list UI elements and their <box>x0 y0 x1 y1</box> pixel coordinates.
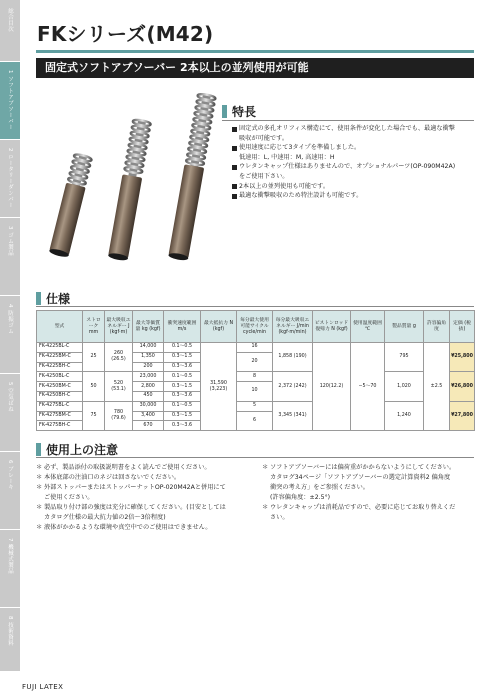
note-item <box>36 483 262 503</box>
spec-header-cell: 型式 <box>37 311 83 343</box>
side-tab[interactable] <box>0 62 20 140</box>
spec-mass-cell: 23,000 <box>133 372 164 382</box>
note-line: 衝突の考え方」をご参照ください。 <box>270 484 369 491</box>
spec-mass-cell: 14,000 <box>133 343 164 353</box>
note-line: 液体がかかるような環境や真空中でのご使用はできません。 <box>44 524 212 531</box>
spec-header-cell: 毎分最大使用可能サイクル cycle/min <box>237 311 273 343</box>
feature-line: 最適な衝撃吸収のため特注設計も可能です。 <box>239 192 363 200</box>
spec-price-cell: ¥26,800 <box>450 372 475 401</box>
bullet-square-icon <box>232 146 237 151</box>
spec-mass-cell: 30,000 <box>133 401 164 411</box>
side-tab-label: 1 ソフトアブソーバー <box>7 70 13 131</box>
note-item <box>36 473 262 483</box>
spec-speed-cell: 0.3〜3.6 <box>164 421 201 431</box>
feature-line: 固定式の多孔オリフィス構造にて、使用条件が変化した場合でも、最適な衝撃 <box>239 125 455 132</box>
spec-cycle-cell: 5 <box>237 401 273 411</box>
spec-model-cell: FK-4250BH-C <box>37 391 83 401</box>
spec-stroke-cell: 75 <box>83 401 105 430</box>
note-line: (許容偏角度：±2.5°) <box>270 494 331 501</box>
side-tab[interactable] <box>0 296 20 374</box>
spec-header-row <box>37 311 475 343</box>
heading-mark <box>36 443 41 456</box>
spec-model-cell: FK-4275BL-C <box>37 401 83 411</box>
note-line: ご使用ください。 <box>44 494 94 501</box>
notes-right-list <box>262 463 476 523</box>
spec-energy-cell: 260 (26.5) <box>105 343 133 372</box>
spec-cycle-energy-cell: 2,372 (242) <box>273 372 313 401</box>
spec-mass-cell: 1,350 <box>133 352 164 362</box>
page-subtitle: 固定式ソフトアブソーバー 2本以上の並列使用が可能 <box>36 58 474 78</box>
notes-heading <box>36 441 118 458</box>
feature-line: 使用速度に応じて3タイプを準備しました。 <box>239 144 361 152</box>
spec-cycle-energy-cell: 1,858 (190) <box>273 343 313 372</box>
note-line: ソフトアブソーバーには偏荷重がかからないようにしてください。 <box>270 464 456 471</box>
spec-table <box>36 310 475 431</box>
page-title: FKシリーズ(M42) <box>37 22 214 46</box>
spec-energy-cell: 780 (79.6) <box>105 401 133 430</box>
notes-heading-text: 使用上の注意 <box>46 443 119 457</box>
spec-header-cell: 最大等価質量 kg (kgf) <box>133 311 164 343</box>
spec-mass-cell: 200 <box>133 362 164 372</box>
spec-temp-cell: −5〜70 <box>351 343 385 431</box>
side-tab[interactable] <box>0 530 20 608</box>
spec-stroke-cell: 25 <box>83 343 105 372</box>
side-tab[interactable] <box>0 218 20 296</box>
spec-header-cell: 毎分最大吸収エネルギー J/min (kgf·m/min) <box>273 311 313 343</box>
feature-line: 吸収が可能です。 <box>239 134 289 142</box>
note-line: カタログ仕様の最大抗力値の2倍〜3倍程度) <box>44 514 166 521</box>
feature-item <box>232 124 482 143</box>
spec-speed-cell: 0.1〜0.5 <box>164 401 201 411</box>
side-tab[interactable] <box>0 452 20 530</box>
features-heading <box>222 103 256 120</box>
specs-heading-text: 仕様 <box>46 292 71 306</box>
spec-header-cell: 定価 (税抜) <box>450 311 475 343</box>
spec-speed-cell: 0.3〜1.5 <box>164 411 201 421</box>
spec-energy-cell: 520 (53.1) <box>105 372 133 401</box>
spec-mass-cell: 2,800 <box>133 382 164 392</box>
spec-model-cell: FK-4250BL-C <box>37 372 83 382</box>
spec-return-force-cell: 120(12.2) <box>313 343 351 431</box>
spec-cycle-cell: 20 <box>237 352 273 372</box>
side-tab-label: 総合目次 <box>7 8 13 32</box>
specs-rule <box>36 306 474 307</box>
feature-item <box>232 191 482 201</box>
note-item <box>36 503 262 523</box>
spec-speed-cell: 0.1〜0.5 <box>164 343 201 353</box>
feature-line: 2本以上の並列使用も可能です。 <box>239 182 330 190</box>
note-line: ウレタンキャップは消耗品ですので、必要に応じてお取り替えくだ <box>270 504 456 511</box>
side-tab-label: 7 機械式製品 <box>7 538 13 575</box>
bullet-square-icon <box>232 184 237 189</box>
spec-weight-cell: 795 <box>385 343 424 372</box>
spec-weight-cell: 1,240 <box>385 401 424 430</box>
bullet-square-icon <box>232 194 237 199</box>
spec-header-cell: ピストンロッド復帰力 N (kgf) <box>313 311 351 343</box>
spec-model-cell: FK-4225BH-C <box>37 362 83 372</box>
spec-price-cell: ¥25,800 <box>450 343 475 372</box>
note-line: 外部ストッパーまたはストッパーナットOP-020M42Aと併用にて <box>44 484 226 491</box>
spec-model-cell: FK-4225BM-C <box>37 352 83 362</box>
asterisk-icon: ＊ <box>262 464 269 471</box>
spec-mass-cell: 450 <box>133 391 164 401</box>
spec-cycle-cell: 10 <box>237 382 273 402</box>
side-tab-label: 3 ゴム製品 <box>7 226 13 257</box>
spec-cycle-cell: 6 <box>237 411 273 431</box>
spec-mass-cell: 3,400 <box>133 411 164 421</box>
spec-header-cell: 製品質量 g <box>385 311 424 343</box>
side-tab-label: 2 ロータリーダンパー <box>7 148 13 209</box>
feature-item <box>232 162 482 181</box>
footer-brand: FUJI LATEX <box>22 683 64 691</box>
features-heading-text: 特長 <box>232 105 257 119</box>
note-line: カタログ34ページ「ソフトアブソーバーの選定計算資料2 偏角度 <box>270 474 451 481</box>
feature-item <box>232 143 482 162</box>
product-image <box>36 90 236 275</box>
asterisk-icon: ＊ <box>36 504 43 511</box>
spec-max-force-cell: 31,590 (3,223) <box>201 343 237 431</box>
asterisk-icon: ＊ <box>36 524 43 531</box>
feature-item <box>232 182 482 192</box>
spec-cycle-cell: 16 <box>237 343 273 353</box>
asterisk-icon: ＊ <box>262 504 269 511</box>
spec-model-cell: FK-4275BM-C <box>37 411 83 421</box>
side-tab[interactable] <box>0 0 20 62</box>
feature-line: 低速用：L, 中速用：M, 高速用：H <box>239 153 335 161</box>
side-tab-label: 4 防振ゴム <box>7 304 13 335</box>
spec-row <box>37 401 475 411</box>
note-line: 必ず、製品添付の取扱説明書をよく読んでご使用ください。 <box>44 464 211 471</box>
bullet-square-icon <box>232 165 237 170</box>
side-tab[interactable] <box>0 608 20 672</box>
asterisk-icon: ＊ <box>36 484 43 491</box>
side-tab[interactable] <box>0 374 20 452</box>
spec-model-cell: FK-4275BH-C <box>37 421 83 431</box>
side-tab-strip <box>0 0 20 672</box>
side-tab-label: 5 空気ばね <box>7 382 13 413</box>
note-line: さい。 <box>270 514 289 521</box>
spec-stroke-cell: 50 <box>83 372 105 401</box>
note-line: 製品取り付け部の強度は充分に確保してください。(目安としては <box>44 504 226 511</box>
asterisk-icon: ＊ <box>36 474 43 481</box>
heading-mark <box>36 292 41 305</box>
feature-line: をご使用下さい。 <box>239 172 289 180</box>
note-item <box>262 503 476 523</box>
spec-speed-cell: 0.3〜1.5 <box>164 352 201 362</box>
spec-header-cell: 最大抵抗力 N (kgf) <box>201 311 237 343</box>
feature-line: ウレタンキャップ仕様はありませんので、オプショナルパーツ(OP-090M42A) <box>239 163 456 171</box>
notes-rule <box>36 457 474 458</box>
spec-header-cell: 最大吸収エネルギー J (kgf·m) <box>105 311 133 343</box>
spec-header-cell: ストローク mm <box>83 311 105 343</box>
heading-mark <box>222 105 227 118</box>
spec-model-cell: FK-4250BM-C <box>37 382 83 392</box>
spec-mass-cell: 670 <box>133 421 164 431</box>
title-underline <box>36 50 474 53</box>
features-list <box>232 124 482 201</box>
spec-model-cell: FK-4225BL-C <box>37 343 83 353</box>
note-item <box>262 463 476 503</box>
asterisk-icon: ＊ <box>36 464 43 471</box>
bullet-square-icon <box>232 127 237 132</box>
spec-cycle-energy-cell: 3,345 (341) <box>273 401 313 430</box>
spec-speed-cell: 0.3〜3.6 <box>164 362 201 372</box>
side-tab[interactable] <box>0 140 20 218</box>
spec-row <box>37 343 475 353</box>
spec-angle-cell: ±2.5 <box>424 343 450 431</box>
spec-header-cell: 衝突速度範囲 m/s <box>164 311 201 343</box>
spec-header-cell: 許容偏角度 <box>424 311 450 343</box>
features-rule <box>222 120 474 121</box>
spec-row <box>37 372 475 382</box>
note-item <box>36 463 262 473</box>
spec-cycle-cell: 8 <box>237 372 273 382</box>
side-tab-label: 6 ブレーキ <box>7 460 13 491</box>
spec-price-cell: ¥27,800 <box>450 401 475 430</box>
specs-heading <box>36 290 70 307</box>
spec-speed-cell: 0.3〜1.5 <box>164 382 201 392</box>
spec-weight-cell: 1,020 <box>385 372 424 401</box>
note-line: 本体底部の注油口のネジは回さないでください。 <box>44 474 181 481</box>
notes-left-list <box>36 463 262 533</box>
side-tab-label: 8 技術資料 <box>7 616 13 647</box>
note-item <box>36 523 262 533</box>
spec-speed-cell: 0.3〜3.6 <box>164 391 201 401</box>
spec-speed-cell: 0.1〜0.5 <box>164 372 201 382</box>
spec-header-cell: 使用温度範囲 ℃ <box>351 311 385 343</box>
